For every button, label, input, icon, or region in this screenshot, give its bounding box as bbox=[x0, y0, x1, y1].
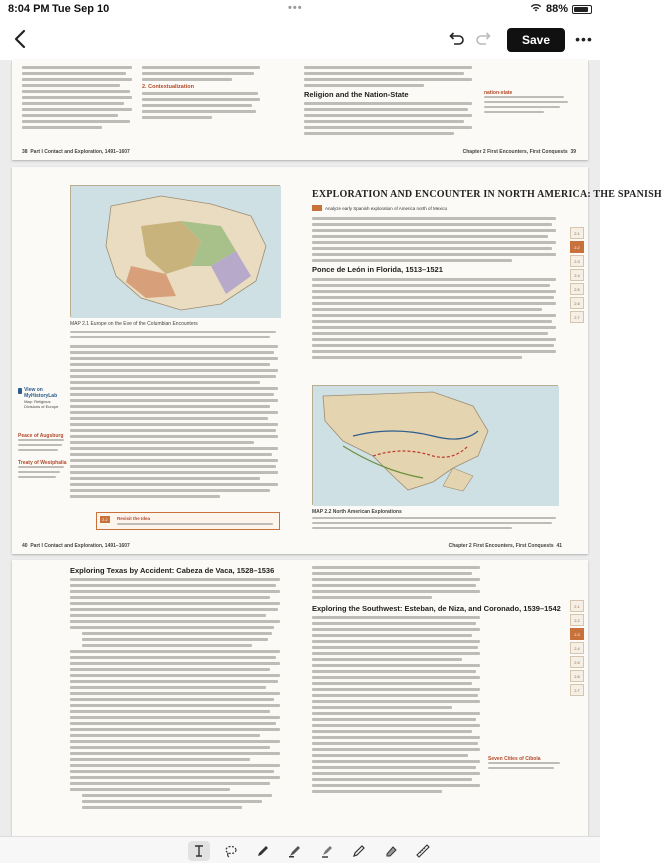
myhistorylab-icon bbox=[18, 388, 22, 394]
tab-2-4[interactable]: 2.4 bbox=[570, 269, 584, 281]
page-38-39[interactable] bbox=[12, 60, 588, 160]
page-42-43[interactable] bbox=[12, 560, 588, 836]
learning-objective-text: Analyze early Spanish exploration of America north of Mexico bbox=[325, 205, 448, 211]
tab-2-4[interactable]: 2.4 bbox=[570, 642, 584, 654]
redo-icon bbox=[475, 30, 493, 48]
map-caption-lines bbox=[70, 331, 280, 341]
peace-of-augsburg-note: Peace of Augsburg bbox=[18, 433, 64, 439]
highlighter-tool[interactable] bbox=[316, 841, 338, 861]
southwest-exploration-heading: Exploring the Southwest: Esteban, de Niza, and Coronado, 1539–1542 bbox=[312, 604, 561, 613]
chapter-section-tabs-p2 bbox=[570, 227, 584, 325]
myhistorylab-link[interactable]: View on MyHistoryLab bbox=[24, 387, 58, 399]
myhistorylab-map-link[interactable]: Map: Religious Divisions of Europe bbox=[24, 399, 59, 409]
treaty-of-westphalia-note: Treaty of Westphalia bbox=[18, 460, 67, 466]
pencil-tool[interactable] bbox=[348, 841, 370, 861]
tab-2-2[interactable]: 2.2 bbox=[570, 241, 584, 253]
page3-right-body bbox=[312, 616, 482, 796]
spanish-exploration-heading: EXPLORATION AND ENCOUNTER IN NORTH AMERICA: THE SPANISH bbox=[312, 189, 662, 200]
ponce-de-leon-heading: Ponce de León in Florida, 1513–1521 bbox=[312, 265, 443, 274]
page1-column-3 bbox=[304, 66, 474, 138]
tab-2-7[interactable]: 2.7 bbox=[570, 311, 584, 323]
map-2-2-caption: MAP 2.2 North American Explorations bbox=[312, 509, 402, 515]
editor-toolbar bbox=[0, 18, 600, 60]
learning-objective bbox=[312, 205, 447, 211]
pen-icon bbox=[255, 843, 271, 859]
north-america-map bbox=[312, 385, 558, 505]
ruler-tool[interactable] bbox=[412, 841, 434, 861]
page-40-41[interactable] bbox=[12, 167, 662, 554]
selection-tool[interactable] bbox=[188, 841, 210, 861]
cabeza-de-vaca-heading: Exploring Texas by Accident: Cabeza de Vaca, 1528–1536 bbox=[70, 566, 275, 575]
pen-tool[interactable] bbox=[252, 841, 274, 861]
contextualization-heading: 2. Contextualization bbox=[142, 84, 194, 90]
ruler-icon bbox=[415, 843, 431, 859]
page1-footer-left bbox=[22, 149, 130, 155]
marker-tool[interactable] bbox=[284, 841, 306, 861]
page2-right-body bbox=[312, 217, 558, 362]
save-button[interactable]: Save bbox=[507, 28, 565, 52]
objective-marker bbox=[312, 205, 322, 211]
tab-2-3[interactable]: 2.3 bbox=[570, 255, 584, 267]
redo-button[interactable] bbox=[474, 29, 494, 49]
page3-left-body bbox=[70, 578, 282, 812]
battery-percent: 88% bbox=[545, 3, 568, 15]
tab-2-6[interactable]: 2.6 bbox=[570, 297, 584, 309]
tab-2-7[interactable]: 2.7 bbox=[570, 684, 584, 696]
wifi-icon bbox=[530, 3, 542, 15]
page1-sidenote bbox=[484, 90, 574, 116]
religion-nation-state-heading: Religion and the Nation-State bbox=[304, 90, 409, 99]
lasso-tool[interactable] bbox=[220, 841, 242, 861]
lasso-icon bbox=[223, 843, 239, 859]
eraser-tool[interactable] bbox=[380, 841, 402, 861]
tab-2-2[interactable]: 2.2 bbox=[570, 614, 584, 626]
page-number-39: 39 bbox=[570, 149, 576, 155]
map2-caption-lines bbox=[312, 517, 558, 532]
status-date: Tue Sep 10 bbox=[52, 3, 110, 15]
page3-sidenote bbox=[488, 756, 564, 772]
tab-2-1[interactable]: 2.1 bbox=[570, 227, 584, 239]
chevron-left-icon bbox=[13, 29, 27, 49]
page3-right-body-top bbox=[312, 566, 482, 602]
north-america-map-graphic bbox=[313, 386, 559, 506]
left-sidebar bbox=[18, 387, 66, 481]
seven-cities-sidenote: Seven Cities of Cíbola bbox=[488, 756, 541, 762]
document-pages[interactable] bbox=[0, 60, 662, 836]
battery-fill bbox=[574, 7, 588, 12]
marker-icon bbox=[287, 843, 303, 859]
status-bar bbox=[0, 0, 600, 18]
status-right bbox=[530, 3, 592, 15]
tab-2-5[interactable]: 2.5 bbox=[570, 656, 584, 668]
page2-footer-left bbox=[22, 543, 130, 549]
text-cursor-icon bbox=[191, 843, 207, 859]
tab-2-6[interactable]: 2.6 bbox=[570, 670, 584, 682]
page1-footer-title-left: Part I Contact and Exploration, 1491–1607 bbox=[30, 149, 130, 155]
page2-footer-title-left: Part I Contact and Exploration, 1491–1607 bbox=[30, 543, 130, 549]
more-options-button[interactable]: ••• bbox=[575, 31, 593, 47]
page-number-41: 41 bbox=[556, 543, 562, 549]
markup-toolbar bbox=[0, 836, 600, 863]
europe-map-graphic bbox=[71, 186, 281, 318]
page1-column-1 bbox=[22, 66, 134, 132]
nation-state-sidenote: nation-state bbox=[484, 90, 513, 96]
multitasking-dots[interactable]: ••• bbox=[288, 2, 303, 14]
tab-2-3[interactable]: 2.3 bbox=[570, 628, 584, 640]
page1-column-2 bbox=[142, 66, 262, 122]
status-time: 8:04 PM bbox=[8, 3, 50, 15]
page2-left-body bbox=[70, 345, 280, 501]
chapter-section-tabs-p3 bbox=[570, 600, 584, 698]
revisit-idea-box bbox=[96, 512, 280, 530]
undo-icon bbox=[447, 30, 465, 48]
europe-map bbox=[70, 185, 280, 317]
map-2-1-caption: MAP 2.1 Europe on the Eve of the Columbian Encounters bbox=[70, 321, 198, 327]
highlighter-icon bbox=[319, 843, 335, 859]
page1-footer-right bbox=[463, 149, 576, 155]
page1-footer-title-right: Chapter 2 First Encounters, First Conquests bbox=[462, 149, 568, 155]
page2-footer-right bbox=[449, 543, 562, 549]
eraser-icon bbox=[383, 843, 399, 859]
revisit-idea-label: Revisit the Idea bbox=[117, 516, 151, 521]
review-badge: 2.2 bbox=[102, 517, 108, 522]
back-button[interactable] bbox=[8, 27, 32, 51]
battery-icon bbox=[572, 5, 592, 14]
page2-footer-title-right: Chapter 2 First Encounters, First Conquests bbox=[448, 543, 554, 549]
undo-button[interactable] bbox=[446, 29, 466, 49]
tab-2-5[interactable]: 2.5 bbox=[570, 283, 584, 295]
tab-2-1[interactable]: 2.1 bbox=[570, 600, 584, 612]
pencil-icon bbox=[351, 843, 367, 859]
page-number-40: 40 bbox=[22, 543, 28, 549]
page-number-38: 38 bbox=[22, 149, 28, 155]
